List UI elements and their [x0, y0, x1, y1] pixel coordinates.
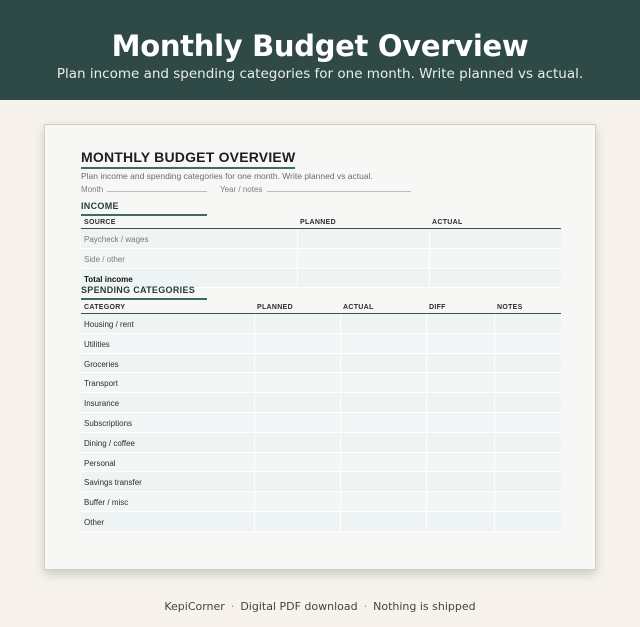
spending-row-label: Personal	[84, 458, 116, 468]
spending-table	[81, 300, 561, 532]
spending-row[interactable]	[81, 314, 561, 334]
spending-row-label: Housing / rent	[84, 320, 134, 329]
spending-row-label: Other	[84, 517, 105, 527]
spending-row-label: Insurance	[84, 399, 120, 409]
col-divider	[426, 453, 427, 472]
footer-separator: ·	[363, 600, 368, 613]
col-divider	[254, 393, 255, 412]
col-divider	[254, 334, 255, 353]
year-notes-label: Year / notes	[220, 185, 263, 194]
col-divider	[254, 354, 255, 373]
col-divider	[494, 393, 495, 412]
spending-row[interactable]	[81, 413, 561, 433]
col-divider	[426, 492, 427, 511]
footer-download: Digital PDF download	[240, 600, 358, 613]
col-divider	[340, 413, 341, 432]
col-divider	[494, 453, 495, 472]
col-divider	[426, 393, 427, 412]
spending-row[interactable]	[81, 433, 561, 453]
col-divider	[340, 354, 341, 373]
spending-row-label: Dining / coffee	[84, 438, 135, 448]
spending-col-actual: ACTUAL	[343, 304, 374, 311]
year-notes-line	[267, 191, 411, 192]
col-divider	[340, 453, 341, 472]
col-divider	[494, 354, 495, 373]
footer-separator: ·	[230, 600, 235, 613]
col-divider	[340, 433, 341, 452]
spending-row[interactable]	[81, 393, 561, 413]
spending-rows	[81, 314, 561, 532]
col-divider	[426, 413, 427, 432]
banner-title: Monthly Budget Overview	[111, 29, 529, 63]
col-divider	[429, 229, 430, 248]
spending-row[interactable]	[81, 373, 561, 393]
col-divider	[494, 334, 495, 353]
month-label: Month	[81, 185, 104, 194]
col-divider	[426, 433, 427, 452]
col-divider	[254, 472, 255, 491]
income-row-label: Paycheck / wages	[84, 235, 149, 244]
col-divider	[254, 373, 255, 392]
col-divider	[297, 249, 298, 268]
income-table	[81, 215, 561, 288]
col-divider	[429, 249, 430, 268]
sheet-title: MONTHLY BUDGET OVERVIEW	[81, 149, 295, 169]
sheet-subtitle: Plan income and spending categories for one month. Write planned vs actual.	[81, 171, 373, 181]
banner-subtitle: Plan income and spending categories for one month. Write planned vs actual.	[56, 66, 584, 82]
spending-row-label: Groceries	[84, 359, 119, 369]
col-divider	[426, 512, 427, 531]
spending-col-planned: PLANNED	[257, 304, 293, 311]
col-divider	[254, 314, 255, 333]
col-divider	[494, 314, 495, 333]
col-divider	[297, 229, 298, 248]
spending-row-label: Transport	[84, 379, 118, 389]
budget-sheet-preview	[44, 124, 596, 570]
spending-row[interactable]	[81, 453, 561, 473]
col-divider	[494, 512, 495, 531]
col-divider	[429, 269, 430, 288]
col-divider	[494, 433, 495, 452]
spending-row-label: Buffer / misc	[84, 498, 129, 508]
footer	[0, 600, 640, 613]
col-divider	[340, 373, 341, 392]
col-divider	[426, 373, 427, 392]
spending-row-label: Utilities	[84, 339, 110, 349]
col-divider	[340, 393, 341, 412]
income-total-label: Total income	[84, 274, 133, 284]
col-divider	[426, 314, 427, 333]
header-banner	[0, 0, 640, 100]
col-divider	[494, 472, 495, 491]
col-divider	[426, 354, 427, 373]
income-row-label: Side / other	[84, 254, 125, 264]
income-row[interactable]	[81, 229, 561, 249]
col-divider	[254, 512, 255, 531]
col-divider	[254, 433, 255, 452]
footer-shipping: Nothing is shipped	[373, 600, 476, 613]
income-col-source: SOURCE	[84, 219, 116, 226]
income-col-actual: ACTUAL	[432, 219, 463, 226]
income-col-planned: PLANNED	[300, 219, 336, 226]
col-divider	[340, 334, 341, 353]
col-divider	[340, 472, 341, 491]
col-divider	[340, 314, 341, 333]
spending-col-notes: NOTES	[497, 304, 523, 311]
month-line	[107, 191, 207, 192]
col-divider	[340, 492, 341, 511]
spending-table-header	[81, 300, 561, 314]
spending-row-label: Subscriptions	[84, 418, 133, 428]
spending-row[interactable]	[81, 354, 561, 374]
col-divider	[254, 413, 255, 432]
col-divider	[254, 492, 255, 511]
col-divider	[494, 492, 495, 511]
income-row[interactable]	[81, 249, 561, 269]
col-divider	[426, 472, 427, 491]
spending-row[interactable]	[81, 334, 561, 354]
spending-col-diff: DIFF	[429, 304, 446, 311]
spending-row-label: Savings transfer	[84, 478, 142, 488]
spending-row[interactable]	[81, 512, 561, 532]
col-divider	[254, 453, 255, 472]
footer-brand: KepiCorner	[164, 600, 225, 613]
spending-heading: SPENDING CATEGORIES	[81, 285, 207, 300]
spending-row[interactable]	[81, 472, 561, 492]
income-heading: INCOME	[81, 201, 207, 216]
col-divider	[426, 334, 427, 353]
col-divider	[494, 413, 495, 432]
col-divider	[494, 373, 495, 392]
income-table-header	[81, 215, 561, 229]
spending-col-category: CATEGORY	[84, 304, 126, 311]
col-divider	[297, 269, 298, 288]
col-divider	[340, 512, 341, 531]
spending-row[interactable]	[81, 492, 561, 512]
